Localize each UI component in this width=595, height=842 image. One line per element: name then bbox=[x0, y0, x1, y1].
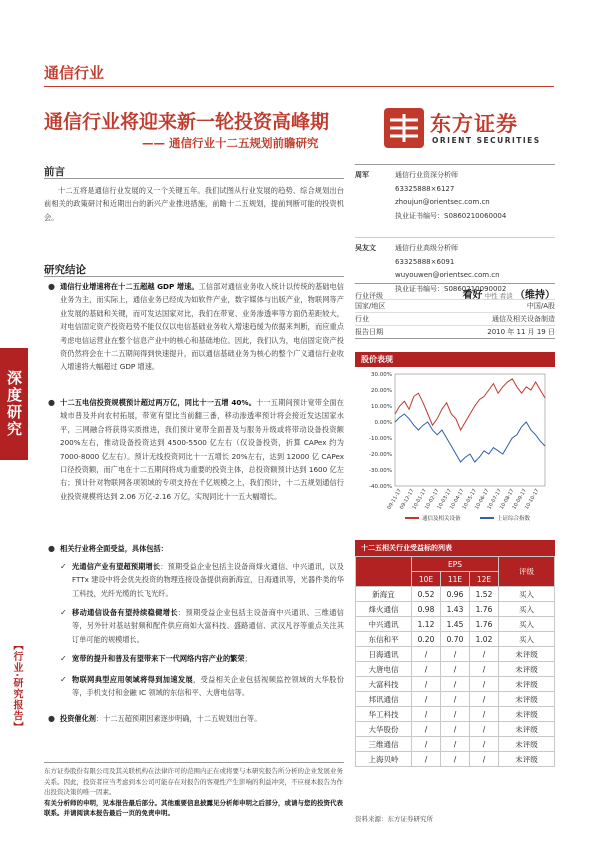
cell-e1: / bbox=[412, 737, 441, 752]
table-row bbox=[356, 692, 555, 707]
sub-1-bold: 光通信产业有望超预期增长 bbox=[72, 562, 161, 571]
cell-e2: 1.43 bbox=[441, 602, 470, 617]
analyst-2-name: 吴友文 bbox=[355, 244, 376, 252]
report-subtitle: —— 通信行业十二五规划前瞻研究 bbox=[142, 136, 319, 150]
analyst-1-email[interactable]: zhoujun@orientsec.com.cn bbox=[395, 198, 490, 206]
cell-name: 大华股份 bbox=[356, 722, 412, 737]
cell-e2: / bbox=[441, 737, 470, 752]
cell-name: 邦讯通信 bbox=[356, 692, 412, 707]
logo-en: ORIENT SECURITIES bbox=[432, 136, 541, 145]
bullet-icon: ● bbox=[48, 714, 55, 723]
series-line-2 bbox=[395, 414, 545, 462]
report-category-label: 【行业·研究报告】 bbox=[11, 640, 22, 733]
cell-e2: / bbox=[441, 677, 470, 692]
cell-r: 买入 bbox=[499, 587, 555, 602]
cell-e1: / bbox=[412, 647, 441, 662]
rating-date-row bbox=[355, 326, 555, 339]
cell-r: 未评级 bbox=[499, 707, 555, 722]
date-value: 2010 年 11 月 19 日 bbox=[487, 328, 555, 336]
company-table bbox=[355, 556, 555, 767]
sub-bullet-4 bbox=[60, 673, 344, 700]
cell-e2: 0.96 bbox=[441, 587, 470, 602]
analyst-panel bbox=[355, 164, 555, 300]
analyst-1 bbox=[355, 169, 555, 237]
x-tick-label: 10-08-17 bbox=[498, 488, 516, 511]
analyst-1-title: 通信行业资深分析师 bbox=[395, 171, 458, 179]
x-tick-label: 10-10-17 bbox=[523, 488, 541, 511]
rating-maintain: （维持） bbox=[515, 290, 555, 301]
report-title: 通信行业将迎来新一轮投资高峰期 bbox=[44, 111, 330, 133]
country-key: 国家/地区 bbox=[355, 302, 386, 310]
cell-e1: 0.52 bbox=[412, 587, 441, 602]
sub-bullet-3 bbox=[60, 652, 344, 665]
bullet-4-bold: 投资催化剂 bbox=[60, 714, 96, 723]
cell-e2: / bbox=[441, 752, 470, 767]
cell-e1: / bbox=[412, 692, 441, 707]
footer-rule bbox=[44, 762, 344, 763]
cell-name: 烽火通信 bbox=[356, 602, 412, 617]
header-name bbox=[356, 557, 412, 587]
table-row bbox=[356, 632, 555, 647]
industry-label: 通信行业 bbox=[44, 64, 105, 82]
sub-4-bold: 物联网典型应用领域将得到加速发展 bbox=[72, 675, 194, 684]
sub-bullet-2 bbox=[60, 606, 344, 646]
analyst-2-email[interactable]: wuyouwen@orientsec.com.cn bbox=[395, 271, 500, 279]
cell-r: 买入 bbox=[499, 617, 555, 632]
cell-name: 中兴通讯 bbox=[356, 617, 412, 632]
table-row bbox=[356, 707, 555, 722]
country-value: 中国/A股 bbox=[526, 302, 555, 310]
cell-e3: / bbox=[470, 752, 499, 767]
footer-disclaimer: 东方证券股份有限公司及其关联机构在法律许可的范围内正在或将要与本研究报告所分析的企业发展业务关系。因此，投资者应当考虑到本公司可能存在对报告的客观性产生影响的利益冲突，不应视本报告为作出投资决策的唯一因素。 bbox=[44, 767, 343, 796]
check-icon: ✓ bbox=[60, 562, 67, 571]
footer-text bbox=[44, 766, 344, 819]
check-icon: ✓ bbox=[60, 608, 67, 617]
rating-row bbox=[355, 284, 555, 300]
preface-heading: 前言 bbox=[44, 166, 65, 178]
header-eps: EPS bbox=[412, 557, 499, 572]
cell-e3: / bbox=[470, 677, 499, 692]
logo-cn: 东方证券 bbox=[430, 112, 518, 136]
analyst-1-phone: 63325888×6127 bbox=[395, 184, 455, 193]
cell-name: 新海宜 bbox=[356, 587, 412, 602]
cell-e2: / bbox=[441, 647, 470, 662]
legend-label: 通信及相关设备 bbox=[422, 516, 461, 522]
y-tick-label: -20.00% bbox=[369, 452, 392, 458]
y-tick-label: -40.00% bbox=[369, 484, 392, 490]
check-icon: ✓ bbox=[60, 675, 67, 684]
bullet-1-text: 工信部对通信业务收入统计以传统的基础电信业务为主，而实际上，通信业务已经成为如软件产业，数字媒体与出版产业，物联网等产业发展的基础和关键，而可发达国家对比，我们在带宽、业务渗透率等方面仍差距较大，对电信固定资产投资趋势不能仅仅以电信基础业务收入增速趋缓为依据来判断，而应重点考虑电信运营业在整个信息产业中的核心和基础地位。因此，我们认为，电信固定资产投资仍然将会在十二五期间得到快速提升，而以通信基础业务为核心的整个广义通信行业收入增速将大幅超过 GDP 增速。 bbox=[60, 282, 344, 372]
company-table-title: 十二五相关行业受益标的列表 bbox=[355, 540, 555, 556]
table-row bbox=[356, 602, 555, 617]
y-tick-label: 30.00% bbox=[371, 372, 392, 378]
table-source: 资料来源：东方证券研究所 bbox=[355, 815, 433, 823]
check-icon: ✓ bbox=[60, 654, 67, 663]
bullet-2-text: 十一五期间预计宽带全面在城市普及并向农村拓展，带宽有望比当前翻三番，移动渗透率预计将会接近发达国家水平，三网融合将获得实质推进，我们预计宽带全面普及与服务升级或将带动设备投资额 200%左右，推动设备投资达到 4500-5500 亿左右（仅设备投资，折算 CAPex 约为 7000-8000 亿左右）。预计无线投资同比十一五增长 20%左右，达到 12000 亿 CAPex 口径投资额，而广电在十二五期间将成为重要的投资主体，总投资额预计达到 1600 亿左右；预计针对物联网各项领域的专项支持在千亿规模之上，我们预计，十二五规划通信行业投资规模将达到 2.06 万亿-2.16 万亿，实现同比十一五大幅增长。 bbox=[60, 398, 344, 501]
conclusion-bullet-1 bbox=[48, 280, 344, 374]
cell-e3: / bbox=[470, 737, 499, 752]
table-row bbox=[356, 587, 555, 602]
bullet-icon: ● bbox=[48, 282, 55, 291]
header-y2: 11E bbox=[441, 572, 470, 587]
analyst-2-phone: 63325888×6091 bbox=[395, 257, 455, 266]
sub-4-text: ，受益相关企业包括视频监控领域的大华股份等，手机支付和金融 IC 领域的东信和平、大唐电信等。 bbox=[72, 675, 344, 698]
cell-r: 未评级 bbox=[499, 737, 555, 752]
table-row bbox=[356, 662, 555, 677]
bullet-icon: ● bbox=[48, 544, 55, 553]
cell-e3: / bbox=[470, 707, 499, 722]
x-tick-label: 09-11-17 bbox=[386, 488, 403, 511]
cell-e2: 1.45 bbox=[441, 617, 470, 632]
sub-bullet-1 bbox=[60, 560, 344, 600]
cell-r: 未评级 bbox=[499, 722, 555, 737]
x-tick-label: 10-09-17 bbox=[511, 488, 528, 511]
table-row bbox=[356, 677, 555, 692]
cell-name: 华工科技 bbox=[356, 707, 412, 722]
plot-frame bbox=[395, 374, 545, 486]
cell-e1: / bbox=[412, 752, 441, 767]
preface-rule bbox=[44, 178, 344, 179]
cell-e2: / bbox=[441, 692, 470, 707]
cell-e3: 1.52 bbox=[470, 587, 499, 602]
bullet-icon: ● bbox=[48, 398, 55, 407]
sub-3-bold: 宽带的提升和普及有望带来下一代网络内容产业的繁荣 bbox=[72, 654, 245, 663]
cell-e2: 0.70 bbox=[441, 632, 470, 647]
cell-r: 未评级 bbox=[499, 752, 555, 767]
cell-r: 买入 bbox=[499, 632, 555, 647]
y-tick-label: -30.00% bbox=[369, 468, 392, 474]
cell-name: 大唐电信 bbox=[356, 662, 412, 677]
header-divider bbox=[44, 86, 554, 87]
cell-e3: 1.76 bbox=[470, 602, 499, 617]
cell-e3: 1.76 bbox=[470, 617, 499, 632]
header-y1: 10E bbox=[412, 572, 441, 587]
cell-r: 未评级 bbox=[499, 647, 555, 662]
date-key: 报告日期 bbox=[355, 328, 383, 336]
legend-label: 上证综合指数 bbox=[497, 516, 531, 522]
cell-e1: 0.98 bbox=[412, 602, 441, 617]
x-tick-label: 09-12-17 bbox=[398, 488, 416, 511]
cell-name: 三维通信 bbox=[356, 737, 412, 752]
header-rating: 评级 bbox=[499, 557, 555, 587]
bullet-1-bold: 通信行业增速将在十二五超越 GDP 增速。 bbox=[60, 282, 199, 291]
analyst-2-cert: 执业证书编号：S0860210090002 bbox=[395, 284, 507, 293]
table-row bbox=[356, 737, 555, 752]
rating-sector-row bbox=[355, 313, 555, 326]
x-tick-label: 10-05-17 bbox=[461, 488, 478, 511]
header-y3: 12E bbox=[470, 572, 499, 587]
cell-e1: 1.12 bbox=[412, 617, 441, 632]
cell-r: 未评级 bbox=[499, 662, 555, 677]
preface-text: 十二五将是通信行业发展的又一个关键五年。我们试图从行业发展的趋势、综合规划出台前相关的政策研讨和近期出台的新兴产业推进措施，前瞻十二五规划，提前判断可能的投资机会。 bbox=[44, 186, 344, 222]
report-type-tab: 深度研究 bbox=[0, 348, 28, 460]
cell-e2: / bbox=[441, 707, 470, 722]
x-tick-label: 10-07-17 bbox=[486, 488, 503, 511]
cell-e3: / bbox=[470, 647, 499, 662]
rating-label: 行业评级 bbox=[355, 292, 383, 300]
table-row bbox=[356, 752, 555, 767]
cell-e2: / bbox=[441, 722, 470, 737]
sector-key: 行业 bbox=[355, 315, 369, 323]
rating-options: 中性 看淡 bbox=[484, 292, 513, 300]
rating-block bbox=[355, 283, 555, 339]
cell-r: 未评级 bbox=[499, 677, 555, 692]
bullet-3-bold: 相关行业将全面受益，具体包括： bbox=[60, 544, 168, 553]
conclusion-rule bbox=[44, 276, 344, 277]
cell-e3: / bbox=[470, 692, 499, 707]
x-tick-label: 10-04-17 bbox=[448, 488, 466, 511]
footer-note: 有关分析师的申明，见本报告最后部分。其他重要信息披露见分析师申明之后部分，或请与您的投资代表联系。并请阅读本报告最后一页的免责申明。 bbox=[44, 798, 343, 817]
cell-e1: / bbox=[412, 707, 441, 722]
cell-e1: 0.20 bbox=[412, 632, 441, 647]
sub-2-text: ：预期受益企业包括主设备商中兴通讯、三维通信等，另外针对基站射频和配件供应商如大富科技、盛路通信、武汉凡谷等重点关注其订单可能的规模增长。 bbox=[72, 608, 344, 644]
sub-3-text: ； bbox=[244, 654, 252, 663]
price-performance-chart bbox=[355, 368, 555, 528]
conclusion-heading: 研究结论 bbox=[44, 264, 86, 276]
cell-name: 东信和平 bbox=[356, 632, 412, 647]
x-tick-label: 10-01-17 bbox=[411, 488, 428, 511]
sector-value: 通信及相关设备制造 bbox=[492, 315, 555, 323]
x-tick-label: 10-03-17 bbox=[436, 488, 453, 511]
bullet-2-bold: 十二五电信投资规模预计超过两万亿，同比十一五增 40%。 bbox=[60, 398, 257, 407]
cell-name: 日海通讯 bbox=[356, 647, 412, 662]
company-logo bbox=[382, 104, 542, 154]
conclusion-bullet-4 bbox=[48, 712, 344, 725]
cell-e1: / bbox=[412, 722, 441, 737]
conclusion-bullet-2 bbox=[48, 396, 344, 503]
y-tick-label: -10.00% bbox=[369, 436, 392, 442]
cell-e1: / bbox=[412, 677, 441, 692]
x-tick-label: 10-02-17 bbox=[423, 488, 441, 511]
table-header-row bbox=[356, 557, 555, 572]
cell-e3: 1.02 bbox=[470, 632, 499, 647]
rating-country-row bbox=[355, 300, 555, 313]
table-row bbox=[356, 647, 555, 662]
conclusion-bullet-3 bbox=[48, 542, 344, 555]
cell-name: 大富科技 bbox=[356, 677, 412, 692]
logo-mark-icon bbox=[382, 106, 426, 150]
analyst-rule bbox=[355, 164, 555, 165]
sub-1-text: ：预期受益企业包括主设备商烽火通信、中兴通讯，以及 FTTx 建设中将会优先投资的物理连接设备提供商新海宜，日海通讯等，光器件类的华工科技，光纤光缆的长飞光纤。 bbox=[72, 562, 344, 598]
analyst-2-title: 通信行业高级分析师 bbox=[395, 244, 458, 252]
x-tick-label: 10-06-17 bbox=[473, 488, 491, 511]
cell-e3: / bbox=[470, 662, 499, 677]
analyst-divider bbox=[355, 237, 555, 238]
cell-r: 未评级 bbox=[499, 692, 555, 707]
bullet-4-text: ：十二五超预期因素逐步明确，十二五规划出台等。 bbox=[95, 714, 262, 723]
y-tick-label: 20.00% bbox=[371, 388, 392, 394]
cell-e3: / bbox=[470, 722, 499, 737]
sub-2-bold: 移动通信设备有望持续稳健增长 bbox=[72, 608, 178, 617]
y-tick-label: 0.00% bbox=[374, 420, 392, 426]
cell-e1: / bbox=[412, 662, 441, 677]
series-line-1 bbox=[395, 379, 545, 430]
table-row bbox=[356, 617, 555, 632]
cell-r: 买入 bbox=[499, 602, 555, 617]
table-row bbox=[356, 722, 555, 737]
cell-e2: / bbox=[441, 662, 470, 677]
y-tick-label: 10.00% bbox=[371, 404, 392, 410]
analyst-1-name: 周军 bbox=[355, 171, 369, 179]
chart-section-title: 股价表现 bbox=[355, 352, 555, 367]
cell-name: 上海贝岭 bbox=[356, 752, 412, 767]
analyst-1-cert: 执业证书编号：S0860210060004 bbox=[395, 211, 507, 220]
rating-value: 看好 bbox=[462, 290, 483, 301]
